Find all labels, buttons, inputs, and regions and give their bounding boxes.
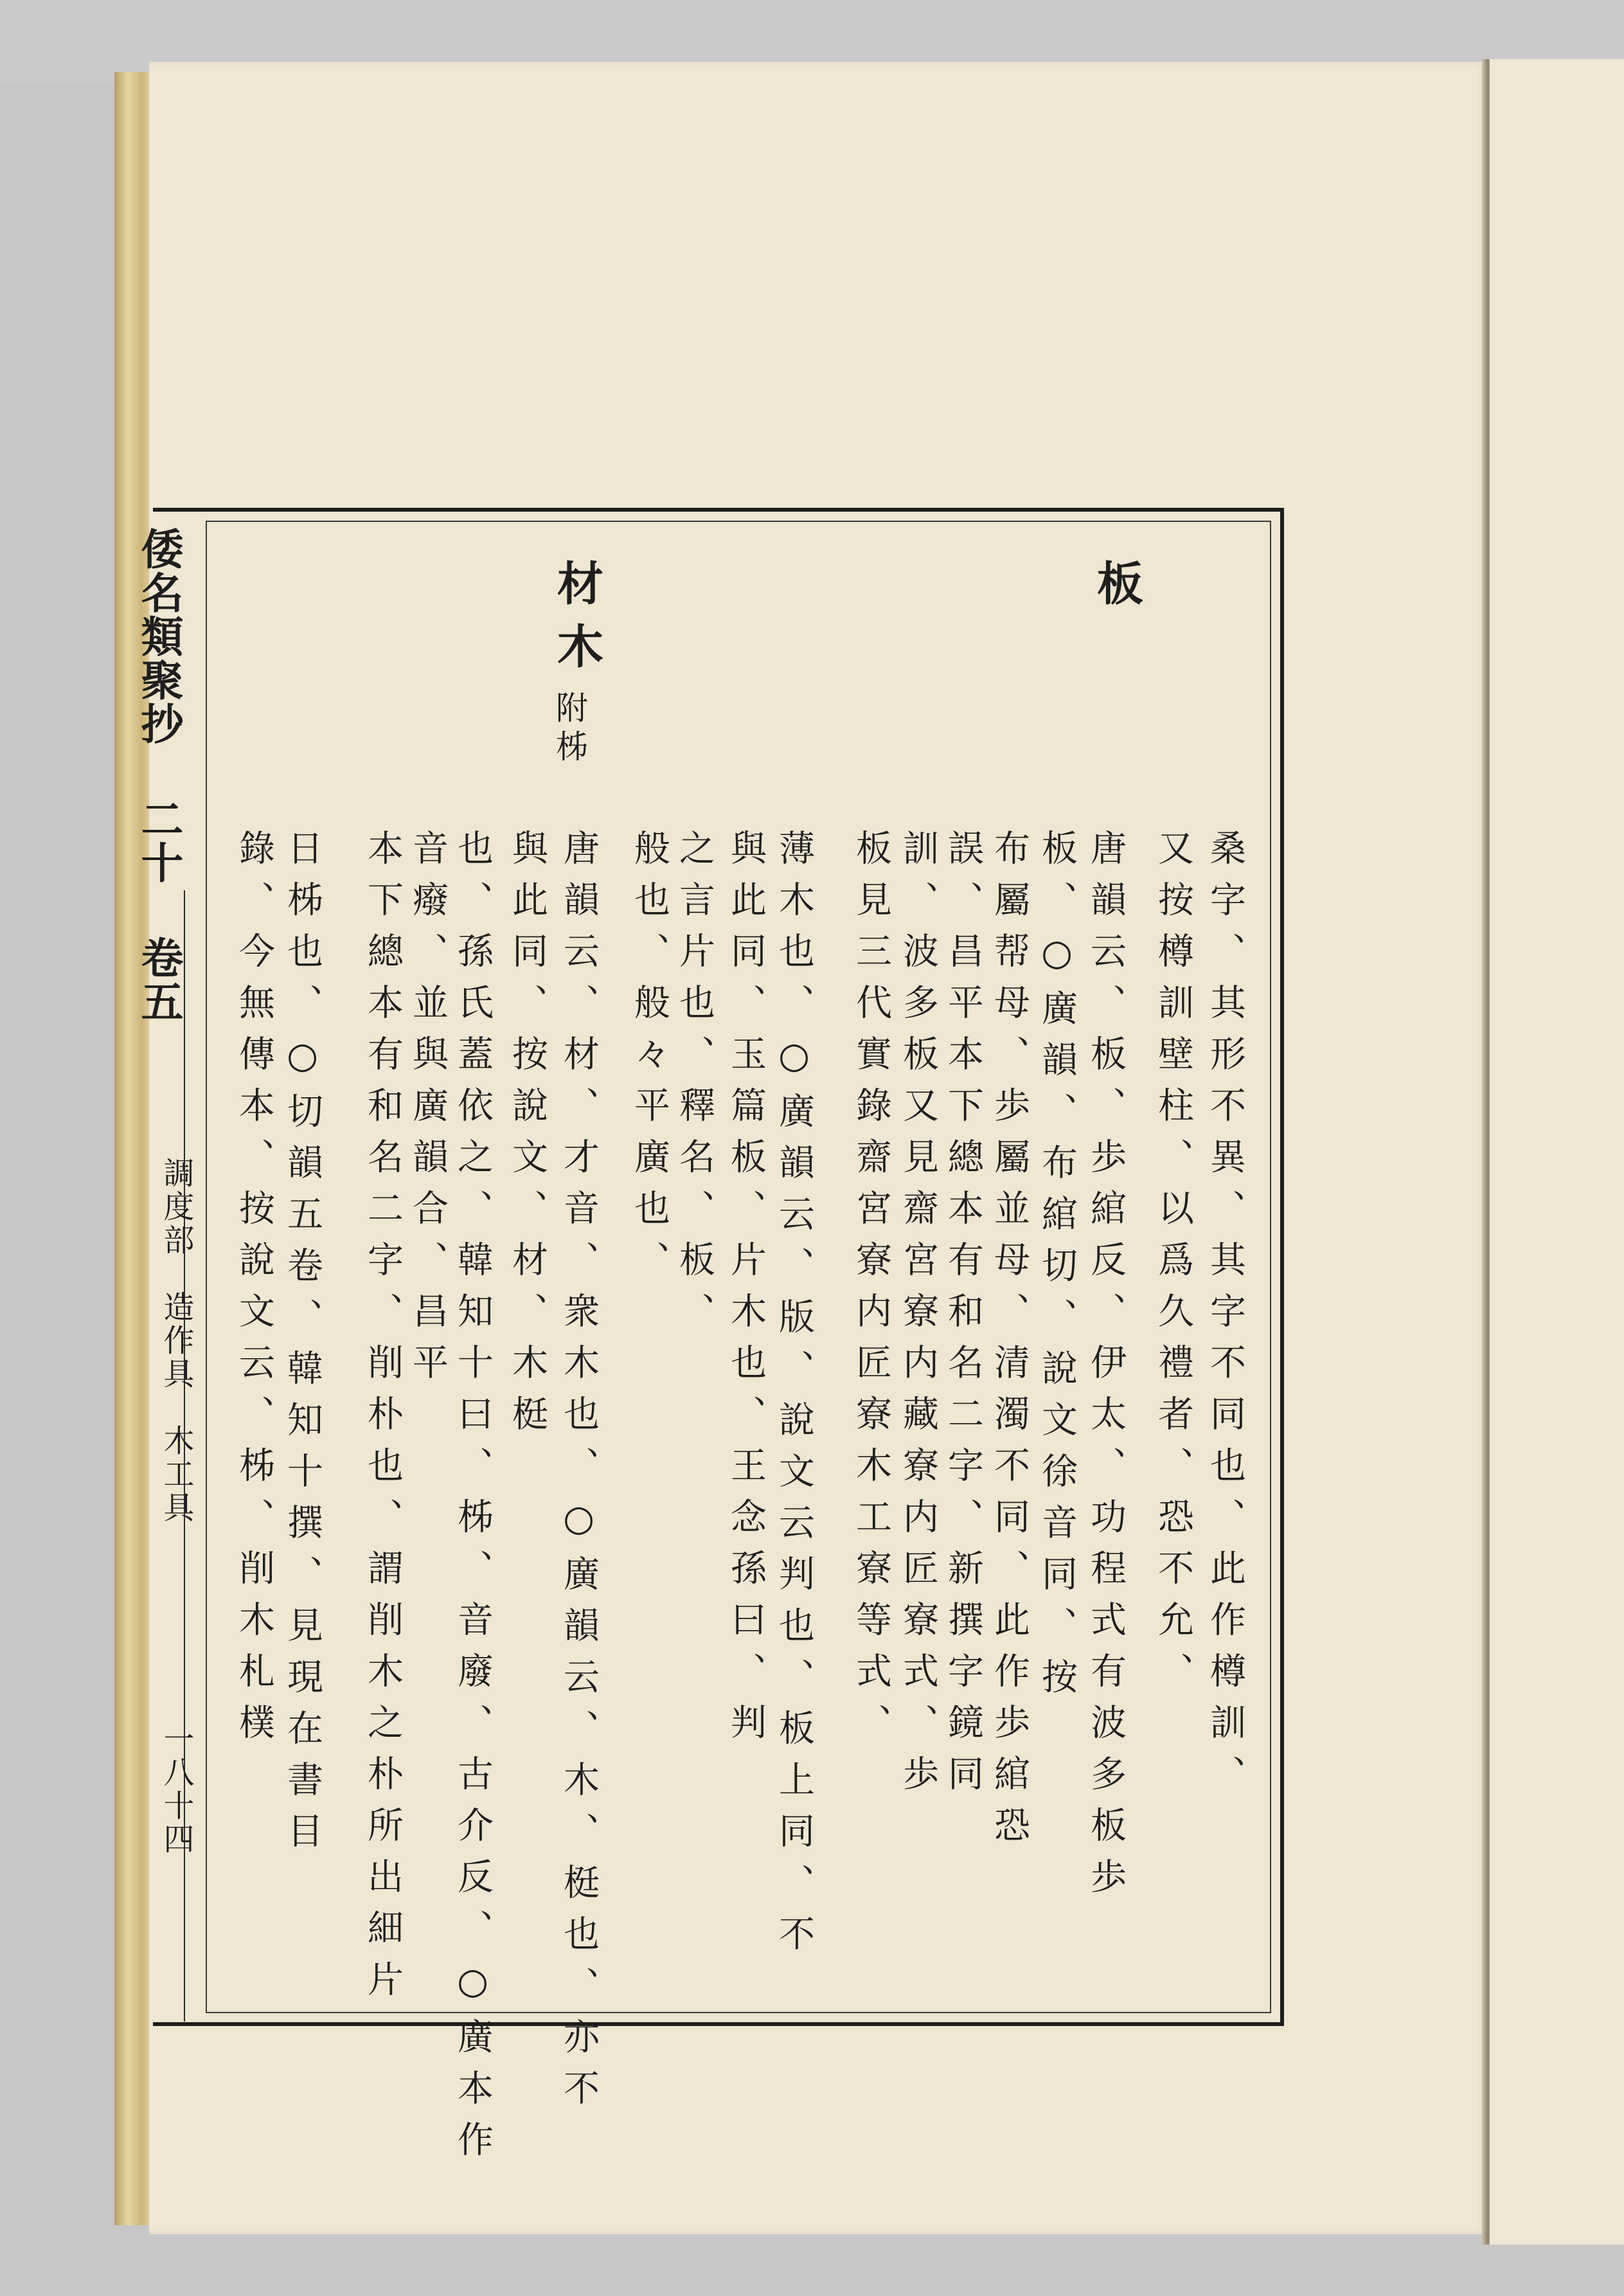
entry-heading-zaimoku: 材木 — [549, 559, 604, 685]
text-column: 錄、今無傳本、按說文云、柹、削木札樸 — [233, 829, 275, 1755]
margin-section: 調度部 造作具 木工具 — [158, 1157, 194, 1525]
text-column: 板見三代實錄齋宮寮内匠寮木工寮等式、 — [850, 829, 892, 1755]
text-column: 與此同、玉篇板、片木也、王念孫曰、判 — [725, 829, 767, 1755]
text-column: 般也、般々平廣也、 — [629, 829, 670, 1292]
text-column: 與此同、按說文、材、木梃 — [506, 829, 548, 1446]
entry-heading-ban: 板 — [1089, 559, 1144, 622]
text-column: 音癈、並與廣韻合、昌平 — [407, 829, 449, 1395]
entry-subheading: 附柹 — [551, 691, 588, 768]
text-column: 唐韻云、材、才音、衆木也、○廣韻云、木、梃也、亦不 — [558, 829, 600, 2121]
text-column: 日柹也、○切韻五卷、韓知十撰、見現在書目 — [281, 829, 323, 1863]
text-column: 之言片也、釋名、板、 — [674, 829, 715, 1343]
page-number: 一八十四 — [158, 1723, 194, 1856]
text-column: 訓、波多板又見齋宮寮内藏寮内匠寮式、歩 — [897, 829, 939, 1806]
text-column: 布屬帮母、歩屬並母、清濁不同、此作歩綰恐 — [988, 829, 1030, 1858]
facing-page — [1490, 59, 1624, 2245]
text-column: 誤、昌平本下總本有和名二字、新撰字鏡同 — [942, 829, 984, 1806]
text-column: 薄木也、○廣韻云、版、說文云判也、板上同、不 — [773, 829, 815, 1966]
text-column: 唐韻云、板、歩綰反、伊太、功程式有波多板歩 — [1085, 829, 1127, 1909]
text-column: 桑字、其形不異、其字不同也、此作樽訓、 — [1204, 829, 1246, 1806]
text-column: 本下總本有和名二字、削朴也、謂削木之朴所出細片 — [362, 829, 404, 2012]
margin-title: 倭名類聚抄 二十 卷五 — [134, 527, 184, 1023]
text-column: 板、○廣韻、布綰切、說文徐音同、按 — [1036, 829, 1078, 1709]
text-column: 又按樽訓壁柱、以爲久禮者、恐不允、 — [1152, 829, 1194, 1703]
text-column: 也、孫氏蓋依之、韓知十曰、柹、音廢、古介反、○廣本作 — [452, 829, 494, 2172]
